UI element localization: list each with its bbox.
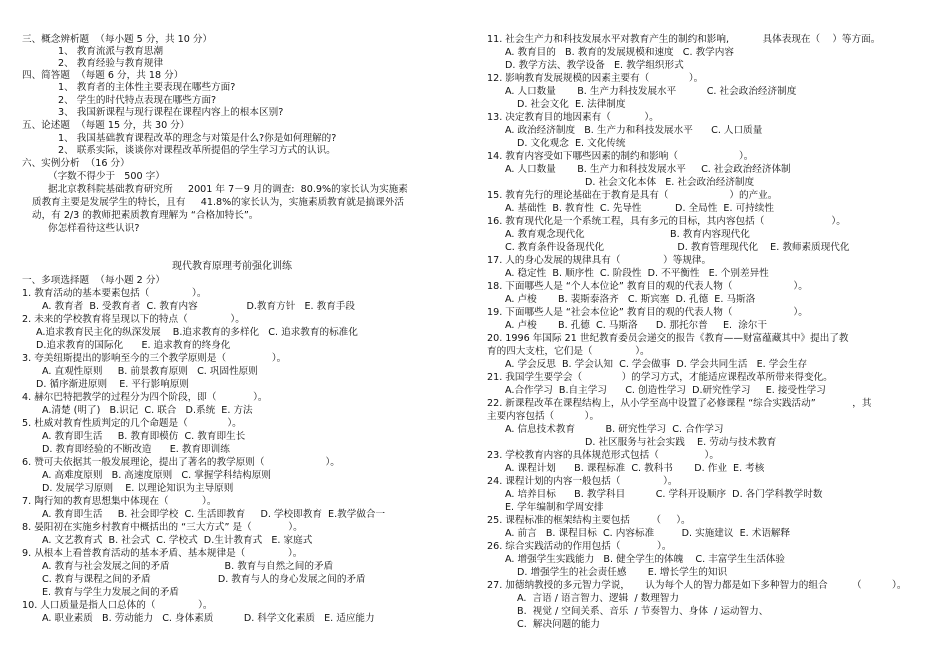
left-column-line: 2、 教育经验与教育规律 — [58, 58, 164, 69]
left-column-line: D.追求教育的国际化 E. 追求教育的终身化 — [36, 340, 231, 351]
left-column-line: 一、多项选择题 （每小题 2 分） — [22, 275, 166, 286]
left-column-line: A. 职业素质 B. 劳动能力 C. 身体素质 D. 科学文化素质 E. 适应能力 — [42, 613, 375, 624]
left-column-line: A. 直观性原则 B. 前景教育原则 C. 巩固性原则 — [42, 366, 258, 377]
right-column-line: A. 人口数量 B. 生产力科技发展水平 C. 社会政治经济制度 — [505, 86, 797, 97]
right-column-line: A. 增强学生实践能力 B. 健全学生的体魄 C. 丰富学生生活体验 — [505, 554, 785, 565]
right-column-line: A. 政治经济制度 B. 生产力和科技发展水平 C. 人口质量 — [505, 125, 763, 136]
right-column-line: A. 课程计划 B. 课程标准 C. 教科书 D. 作业 E. 考核 — [505, 463, 765, 474]
left-column-line: 1、 教育流派与教育思潮 — [58, 46, 164, 57]
right-column-line: C. 解决问题的能力 — [517, 619, 601, 630]
left-column-line: 现代教育原理考前强化训练 — [172, 261, 292, 272]
left-column-line: （字数不得少于 500 字） — [48, 171, 165, 182]
left-column-line: 五、论述题 （每题 15 分，共 30 分） — [22, 120, 190, 131]
right-column-line: A. 教育观念现代化 B. 教育内容现代化 — [505, 229, 750, 240]
left-column-line: 4. 赫尔巴特把教学的过程分为四个阶段，即（ ）。 — [22, 392, 268, 403]
left-column-line: A. 教育即生活 B. 社会即学校 C. 生活即教育 D. 学校即教育 E.教学做合一 — [42, 509, 386, 520]
right-column-line: 育的四大支柱，它们是（ ）。 — [487, 346, 650, 357]
right-column-line: A. 信息技术教育 B. 研究性学习 C. 合作学习 — [505, 424, 724, 435]
right-column-line: D. 文化观念 E. 文化传统 — [517, 138, 626, 149]
left-column-line: A. 教育与社会发展之间的矛盾 B. 教育与自然之间的矛盾 — [42, 561, 334, 572]
left-column-line: 2. 未来的学校教育将呈现以下的特点（ ）。 — [22, 314, 245, 325]
right-column-line: A. 前言 B. 课程目标 C. 内容标准 D. 实施建议 E. 术语解释 — [505, 528, 791, 539]
left-column-line: A. 文艺教育式 B. 社会式 C. 学校式 D.生计教育式 E. 家庭式 — [42, 535, 313, 546]
right-column-line: A. 基础性 B. 教育性 C. 先导性 D. 全局性 E. 可持续性 — [505, 203, 774, 214]
right-column-line: A.合作学习 B.自主学习 C. 创造性学习 D.研究性学习 E. 接受性学习 — [505, 385, 826, 396]
right-column-line: A. 言语 / 语言智力、逻辑 / 数理智力 — [517, 593, 679, 604]
left-column-line: 8. 晏阳初在实施乡村教育中概括出的 “三大方式” 是（ ）。 — [22, 522, 303, 533]
left-column-line: 5. 杜威对教育性质判定的几个命题是（ ）。 — [22, 418, 242, 429]
right-column-line: D. 社会文化本体 E. 社会政治经济制度 — [585, 177, 755, 188]
left-column-line: A. 教育即生活 B. 教育即模仿 C. 教育即生长 — [42, 431, 246, 442]
left-column-line: 1. 教育活动的基本要素包括（ ）。 — [22, 288, 207, 299]
right-column-line: 22. 新课程改革在课程结构上，从小学至高中设置了必修课程 “综合实践活动” ，其 — [487, 398, 872, 409]
right-column-line: A. 卢梭 B. 孔德 C. 马斯洛 D. 那托尔普 E. 涂尔干 — [505, 320, 767, 331]
right-column-line: A. 教育目的 B. 教育的发展规模和速度 C. 教学内容 — [505, 47, 734, 58]
right-column-line: D. 增强学生的社会责任感 E. 增长学生的知识 — [517, 567, 728, 578]
left-column-line: 你怎样看待这些认识? — [48, 223, 140, 234]
left-column-line: D. 教育即经验的不断改造 E. 教育即训练 — [42, 444, 230, 455]
left-column-line: 四、简答题 （每题 6 分，共 18 分） — [22, 70, 184, 81]
right-column-line: D. 社会文化 E. 法律制度 — [517, 99, 626, 110]
left-column-line: A.清楚 (明了) B.识记 C. 联合 D.系统 E. 方法 — [42, 405, 253, 416]
right-column-line: 23. 学校教育内容的具体规范形式包括（ ）。 — [487, 450, 719, 461]
left-column-line: A.追求教育民主化的纵深发展 B.追求教育的多样化 C. 追求教育的标准化 — [36, 327, 358, 338]
right-column-line: 27. 加德纳教授的多元智力学说， 认为每个人的智力都是如下多种智力的组合 （ ）。 — [487, 580, 907, 591]
left-column-line: A. 高难度原则 B. 高速度原则 C. 掌握学科结构原则 — [42, 470, 271, 481]
right-column-line: A. 学会反思 B. 学会认知 C. 学会做事 D. 学会共同生活 E. 学会生存 — [505, 359, 808, 370]
right-column-line: 17. 人的身心发展的规律具有（ ）等规律。 — [487, 255, 712, 266]
right-column-line: 20. 1996 年国际 21 世纪教育委员会递交的报告《教育——财富蕴藏其中》提出了教 — [487, 333, 849, 344]
right-column-line: 11. 社会生产力和科技发展水平对教育产生的制约和影响, 具体表现在（ ）等方面。 — [487, 34, 881, 45]
left-column-line: 10. 人口质量是指人口总体的（ ）。 — [22, 600, 213, 611]
left-column-line: 2、 联系实际，谈谈你对课程改革所提倡的学生学习方式的认识。 — [58, 145, 336, 156]
right-column-line: D. 社区服务与社会实践 E. 劳动与技术教育 — [585, 437, 777, 448]
left-column-line: 据北京教科院基础教育研究所 2001 年 7－9 月的调查: 80.9%的家长认为实施素 — [48, 184, 408, 195]
right-column-line: 25. 课程标准的框架结构主要包括 （ ）。 — [487, 515, 691, 526]
right-column-line: A. 稳定性 B. 顺序性 C. 阶段性 D. 不平衡性 E. 个别差异性 — [505, 268, 769, 279]
left-column-line: D. 发展学习原则 E. 以理论知识为主导原则 — [42, 483, 234, 494]
left-column-line: 1、 我国基础教育课程改革的理念与对策是什么?你是如何理解的? — [58, 133, 337, 144]
right-column-line: 16. 教育现代化是一个系统工程，具有多元的目标，其内容包括（ ）。 — [487, 216, 846, 227]
right-column-line: 21. 我国学生要学会（ ）的学习方式，才能适应课程改革所带来得变化。 — [487, 372, 833, 383]
left-column-line: 三、概念辨析题 （每小题 5 分，共 10 分） — [22, 34, 213, 45]
left-column-line: 质教育主要是发展学生的特长，且有 41.8%的家长认为，实施素质教育就是搞课外活 — [32, 197, 404, 208]
right-column-line: E. 学年编制和学周安排 — [505, 502, 604, 513]
right-column-line: A. 卢梭 B. 裴斯泰洛齐 C. 斯宾塞 D. 孔德 E. 马斯洛 — [505, 294, 756, 305]
right-column-line: A. 培养目标 B. 教学科目 C. 学科开设顺序 D. 各门学科教学时数 — [505, 489, 823, 500]
left-column-line: 3、 我国新课程与现行课程在课程内容上的根本区别? — [58, 107, 284, 118]
right-column-line: 主要内容包括（ ）。 — [487, 411, 600, 422]
left-column-line: 7. 陶行知的教育思想集中体现在（ ）。 — [22, 496, 217, 507]
left-column-line: 6. 赞可夫依据其一般发展理论，提出了著名的教学原则（ ）。 — [22, 457, 340, 468]
right-column-line: 15. 教育先行的理论基础在于教育是具有（ ）的产业。 — [487, 190, 778, 201]
right-column-line: D. 教学方法、教学设备 E. 教学组织形式 — [505, 60, 684, 71]
right-column-line: A. 人口数量 B. 生产力和科技发展水平 C. 社会政治经济体制 — [505, 164, 791, 175]
right-column-line: 24. 课程计划的内容一般包括（ ）。 — [487, 476, 678, 487]
left-column-line: 9. 从根本上看普教育活动的基本矛盾、基本规律是（ ）。 — [22, 548, 303, 559]
right-column-line: 19. 下面哪些人是 “社会本位论” 教育目的观的代表人物（ ）。 — [487, 307, 808, 318]
left-column-line: 六、实例分析 （16 分） — [22, 158, 130, 169]
left-column-line: D. 循序渐进原则 E. 平行影响原则 — [36, 379, 189, 390]
left-column-line: C. 教育与课程之间的矛盾 D. 教育与人的身心发展之间的矛盾 — [42, 574, 366, 585]
right-column-line: 14. 教育内容受如下哪些因素的制约和影响（ ）。 — [487, 151, 754, 162]
right-column-line: 13. 决定教育目的地因素有（ ）。 — [487, 112, 659, 123]
right-column-line: 18. 下面哪些人是 “个人本位论” 教育目的观的代表人物（ ）。 — [487, 281, 808, 292]
left-column-line: 3. 夸美纽斯提出的影响至今的三个教学原则是（ ）。 — [22, 353, 287, 364]
left-column-line: A. 教育者 B. 受教育者 C. 教育内容 D.教育方针 E. 教育手段 — [42, 301, 355, 312]
left-column-line: 动，有 2/3 的教师把素质教育理解为 “合格加特长”。 — [32, 210, 259, 221]
right-column-line: B. 视觉 / 空间关系、音乐 / 节奏智力、身体 / 运动智力、 — [517, 606, 769, 617]
left-column-line: E. 教育与学生力发展之间的矛盾 — [42, 587, 179, 598]
right-column-line: 26. 综合实践活动的作用包括（ ）。 — [487, 541, 672, 552]
left-column-line: 2、 学生的时代特点表现在哪些方面? — [58, 95, 217, 106]
right-column-line: 12. 影响教育发展规模的因素主要有（ ）。 — [487, 73, 704, 84]
right-column-line: C. 教育条件设备现代化 D. 教育管理现代化 E. 教师素质现代化 — [505, 242, 850, 253]
left-column-line: 1、 教育者的主体性主要表现在哪些方面? — [58, 82, 236, 93]
